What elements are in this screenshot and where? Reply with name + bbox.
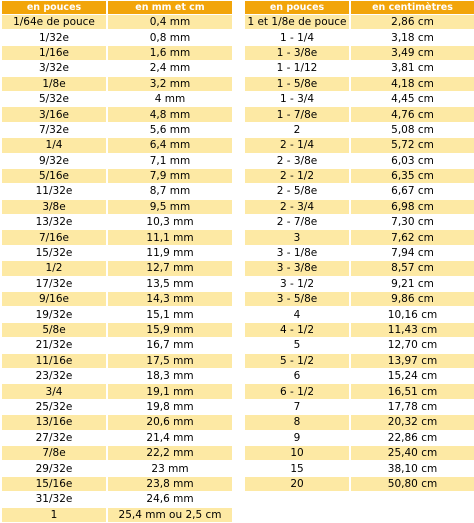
right-inches-cell: 15 xyxy=(245,461,349,475)
table-row xyxy=(245,230,474,244)
left-inches-cell: 3/32e xyxy=(2,61,106,75)
left-metric-cell: 24,6 mm xyxy=(108,492,232,506)
table-row xyxy=(2,169,232,183)
table-row xyxy=(2,184,232,198)
table-row xyxy=(245,61,474,75)
table-row xyxy=(2,92,232,106)
right-inches-cell: 6 - 1/2 xyxy=(245,384,349,398)
left-inches-cell: 29/32e xyxy=(2,461,106,475)
right-inches-cell: 2 xyxy=(245,123,349,137)
right-conversion-table xyxy=(243,0,474,492)
left-metric-cell: 25,4 mm ou 2,5 cm xyxy=(108,508,232,522)
right-metric-cell: 16,51 cm xyxy=(351,384,474,398)
table-row xyxy=(2,400,232,414)
right-metric-cell: 17,78 cm xyxy=(351,400,474,414)
left-metric-cell: 9,5 mm xyxy=(108,200,232,214)
left-metric-cell: 3,2 mm xyxy=(108,77,232,91)
table-row xyxy=(2,230,232,244)
left-inches-cell: 7/32e xyxy=(2,123,106,137)
table-row xyxy=(2,292,232,306)
right-metric-cell: 4,45 cm xyxy=(351,92,474,106)
table-row xyxy=(245,138,474,152)
left-metric-cell: 15,9 mm xyxy=(108,323,232,337)
left-metric-cell: 11,1 mm xyxy=(108,230,232,244)
right-inches-cell: 3 xyxy=(245,230,349,244)
right-metric-cell: 2,86 cm xyxy=(351,15,474,29)
right-metric-cell: 4,76 cm xyxy=(351,107,474,121)
right-metric-cell: 38,10 cm xyxy=(351,461,474,475)
right-metric-cell: 22,86 cm xyxy=(351,431,474,445)
table-row xyxy=(245,292,474,306)
table-row xyxy=(2,215,232,229)
left-inches-cell: 1/2 xyxy=(2,261,106,275)
left-inches-cell: 17/32e xyxy=(2,277,106,291)
table-row xyxy=(2,154,232,168)
right-inches-cell: 5 - 1/2 xyxy=(245,354,349,368)
left-metric-cell: 22,2 mm xyxy=(108,446,232,460)
right-metric-cell: 5,72 cm xyxy=(351,138,474,152)
right-metric-cell: 12,70 cm xyxy=(351,338,474,352)
left-inches-cell: 11/16e xyxy=(2,354,106,368)
table-row xyxy=(2,261,232,275)
right-metric-cell: 3,81 cm xyxy=(351,61,474,75)
left-inches-cell: 5/32e xyxy=(2,92,106,106)
left-inches-cell: 1/32e xyxy=(2,30,106,44)
left-metric-cell: 5,6 mm xyxy=(108,123,232,137)
table-row xyxy=(2,338,232,352)
right-metric-cell: 13,97 cm xyxy=(351,354,474,368)
left-inches-cell: 9/16e xyxy=(2,292,106,306)
left-metric-cell: 11,9 mm xyxy=(108,246,232,260)
table-row xyxy=(245,477,474,491)
table-row xyxy=(245,107,474,121)
left-metric-cell: 1,6 mm xyxy=(108,46,232,60)
right-inches-cell: 1 - 3/8e xyxy=(245,46,349,60)
table-row xyxy=(245,277,474,291)
right-inches-cell: 2 - 1/2 xyxy=(245,169,349,183)
left-metric-cell: 12,7 mm xyxy=(108,261,232,275)
right-metric-cell: 15,24 cm xyxy=(351,369,474,383)
right-metric-cell: 50,80 cm xyxy=(351,477,474,491)
left-metric-cell: 20,6 mm xyxy=(108,415,232,429)
left-table-body xyxy=(2,15,232,522)
left-metric-cell: 14,3 mm xyxy=(108,292,232,306)
right-metric-cell: 11,43 cm xyxy=(351,323,474,337)
table-row xyxy=(2,446,232,460)
right-metric-cell: 20,32 cm xyxy=(351,415,474,429)
right-metric-cell: 6,67 cm xyxy=(351,184,474,198)
left-inches-cell: 19/32e xyxy=(2,307,106,321)
right-metric-cell: 9,21 cm xyxy=(351,277,474,291)
table-row xyxy=(2,200,232,214)
table-row xyxy=(245,123,474,137)
right-table-header-row xyxy=(245,1,474,14)
right-metric-cell: 25,40 cm xyxy=(351,446,474,460)
right-inches-cell: 2 - 5/8e xyxy=(245,184,349,198)
right-metric-cell: 3,18 cm xyxy=(351,30,474,44)
table-row xyxy=(245,169,474,183)
table-row xyxy=(2,461,232,475)
right-metric-cell: 8,57 cm xyxy=(351,261,474,275)
table-row xyxy=(2,415,232,429)
left-inches-cell: 23/32e xyxy=(2,369,106,383)
left-metric-cell: 7,9 mm xyxy=(108,169,232,183)
right-inches-cell: 1 et 1/8e de pouce xyxy=(245,15,349,29)
left-inches-cell: 25/32e xyxy=(2,400,106,414)
right-metric-cell: 7,94 cm xyxy=(351,246,474,260)
table-row xyxy=(245,446,474,460)
table-row xyxy=(245,338,474,352)
right-inches-cell: 2 - 3/4 xyxy=(245,200,349,214)
right-inches-cell: 6 xyxy=(245,369,349,383)
right-table-body xyxy=(245,15,474,491)
table-row xyxy=(2,369,232,383)
table-row xyxy=(245,461,474,475)
left-inches-cell: 7/16e xyxy=(2,230,106,244)
left-inches-cell: 15/32e xyxy=(2,246,106,260)
left-inches-cell: 27/32e xyxy=(2,431,106,445)
left-metric-cell: 19,8 mm xyxy=(108,400,232,414)
right-metric-cell: 6,98 cm xyxy=(351,200,474,214)
left-metric-cell: 8,7 mm xyxy=(108,184,232,198)
table-row xyxy=(2,277,232,291)
table-row xyxy=(2,508,232,522)
table-row xyxy=(2,246,232,260)
table-row xyxy=(245,77,474,91)
left-metric-cell: 17,5 mm xyxy=(108,354,232,368)
right-inches-cell: 3 - 1/2 xyxy=(245,277,349,291)
left-metric-cell: 7,1 mm xyxy=(108,154,232,168)
left-metric-cell: 0,8 mm xyxy=(108,30,232,44)
left-inches-cell: 7/8e xyxy=(2,446,106,460)
right-inches-cell: 2 - 7/8e xyxy=(245,215,349,229)
table-row xyxy=(2,138,232,152)
right-metric-cell: 3,49 cm xyxy=(351,46,474,60)
left-inches-cell: 13/16e xyxy=(2,415,106,429)
right-inches-cell: 1 - 5/8e xyxy=(245,77,349,91)
left-metric-cell: 21,4 mm xyxy=(108,431,232,445)
left-inches-cell: 21/32e xyxy=(2,338,106,352)
left-inches-cell: 1/64e de pouce xyxy=(2,15,106,29)
right-inches-cell: 20 xyxy=(245,477,349,491)
left-metric-cell: 0,4 mm xyxy=(108,15,232,29)
left-metric-cell: 4 mm xyxy=(108,92,232,106)
table-row xyxy=(245,323,474,337)
left-inches-cell: 3/16e xyxy=(2,107,106,121)
right-inches-cell: 2 - 3/8e xyxy=(245,154,349,168)
right-metric-cell: 6,03 cm xyxy=(351,154,474,168)
left-inches-cell: 1/8e xyxy=(2,77,106,91)
right-inches-cell: 1 - 1/12 xyxy=(245,61,349,75)
left-metric-cell: 23 mm xyxy=(108,461,232,475)
table-row xyxy=(245,46,474,60)
table-row xyxy=(245,154,474,168)
table-row xyxy=(245,400,474,414)
left-metric-cell: 13,5 mm xyxy=(108,277,232,291)
right-metric-cell: 6,35 cm xyxy=(351,169,474,183)
table-row xyxy=(245,92,474,106)
right-inches-cell: 1 - 7/8e xyxy=(245,107,349,121)
right-header-inches: en pouces xyxy=(245,1,349,14)
table-row xyxy=(2,77,232,91)
left-metric-cell: 2,4 mm xyxy=(108,61,232,75)
table-row xyxy=(2,123,232,137)
table-row xyxy=(245,261,474,275)
left-metric-cell: 10,3 mm xyxy=(108,215,232,229)
table-row xyxy=(245,354,474,368)
left-metric-cell: 16,7 mm xyxy=(108,338,232,352)
table-row xyxy=(2,384,232,398)
left-inches-cell: 3/4 xyxy=(2,384,106,398)
right-inches-cell: 10 xyxy=(245,446,349,460)
left-inches-cell: 3/8e xyxy=(2,200,106,214)
right-inches-cell: 3 - 5/8e xyxy=(245,292,349,306)
right-inches-cell: 3 - 1/8e xyxy=(245,246,349,260)
table-row xyxy=(245,246,474,260)
table-row xyxy=(245,200,474,214)
left-conversion-table xyxy=(0,0,234,523)
left-inches-cell: 31/32e xyxy=(2,492,106,506)
table-row xyxy=(2,307,232,321)
left-metric-cell: 18,3 mm xyxy=(108,369,232,383)
right-inches-cell: 2 - 1/4 xyxy=(245,138,349,152)
right-inches-cell: 3 - 3/8e xyxy=(245,261,349,275)
right-inches-cell: 4 xyxy=(245,307,349,321)
right-header-cm: en centimètres xyxy=(351,1,474,14)
right-metric-cell: 7,62 cm xyxy=(351,230,474,244)
table-row xyxy=(2,354,232,368)
left-table-header-row xyxy=(2,1,232,14)
left-header-mm-cm: en mm et cm xyxy=(108,1,232,14)
right-metric-cell: 5,08 cm xyxy=(351,123,474,137)
left-metric-cell: 19,1 mm xyxy=(108,384,232,398)
right-inches-cell: 1 - 1/4 xyxy=(245,30,349,44)
table-row xyxy=(2,477,232,491)
table-row xyxy=(2,61,232,75)
table-row xyxy=(2,46,232,60)
table-row xyxy=(2,107,232,121)
left-metric-cell: 23,8 mm xyxy=(108,477,232,491)
table-row xyxy=(245,15,474,29)
left-inches-cell: 9/32e xyxy=(2,154,106,168)
left-metric-cell: 15,1 mm xyxy=(108,307,232,321)
table-row xyxy=(2,492,232,506)
table-row xyxy=(2,30,232,44)
right-inches-cell: 4 - 1/2 xyxy=(245,323,349,337)
left-inches-cell: 11/32e xyxy=(2,184,106,198)
table-row xyxy=(245,184,474,198)
table-row xyxy=(245,215,474,229)
left-inches-cell: 1 xyxy=(2,508,106,522)
left-metric-cell: 4,8 mm xyxy=(108,107,232,121)
table-row xyxy=(245,369,474,383)
right-inches-cell: 8 xyxy=(245,415,349,429)
left-inches-cell: 15/16e xyxy=(2,477,106,491)
right-inches-cell: 1 - 3/4 xyxy=(245,92,349,106)
left-inches-cell: 13/32e xyxy=(2,215,106,229)
left-inches-cell: 5/8e xyxy=(2,323,106,337)
table-row xyxy=(2,323,232,337)
table-row xyxy=(245,30,474,44)
table-row xyxy=(2,431,232,445)
left-inches-cell: 5/16e xyxy=(2,169,106,183)
right-metric-cell: 4,18 cm xyxy=(351,77,474,91)
right-metric-cell: 9,86 cm xyxy=(351,292,474,306)
table-row xyxy=(245,384,474,398)
left-inches-cell: 1/16e xyxy=(2,46,106,60)
right-inches-cell: 5 xyxy=(245,338,349,352)
table-row xyxy=(245,307,474,321)
table-row xyxy=(245,431,474,445)
right-inches-cell: 7 xyxy=(245,400,349,414)
left-metric-cell: 6,4 mm xyxy=(108,138,232,152)
left-inches-cell: 1/4 xyxy=(2,138,106,152)
right-metric-cell: 7,30 cm xyxy=(351,215,474,229)
right-inches-cell: 9 xyxy=(245,431,349,445)
table-row xyxy=(245,415,474,429)
left-header-inches: en pouces xyxy=(2,1,106,14)
right-metric-cell: 10,16 cm xyxy=(351,307,474,321)
table-row xyxy=(2,15,232,29)
